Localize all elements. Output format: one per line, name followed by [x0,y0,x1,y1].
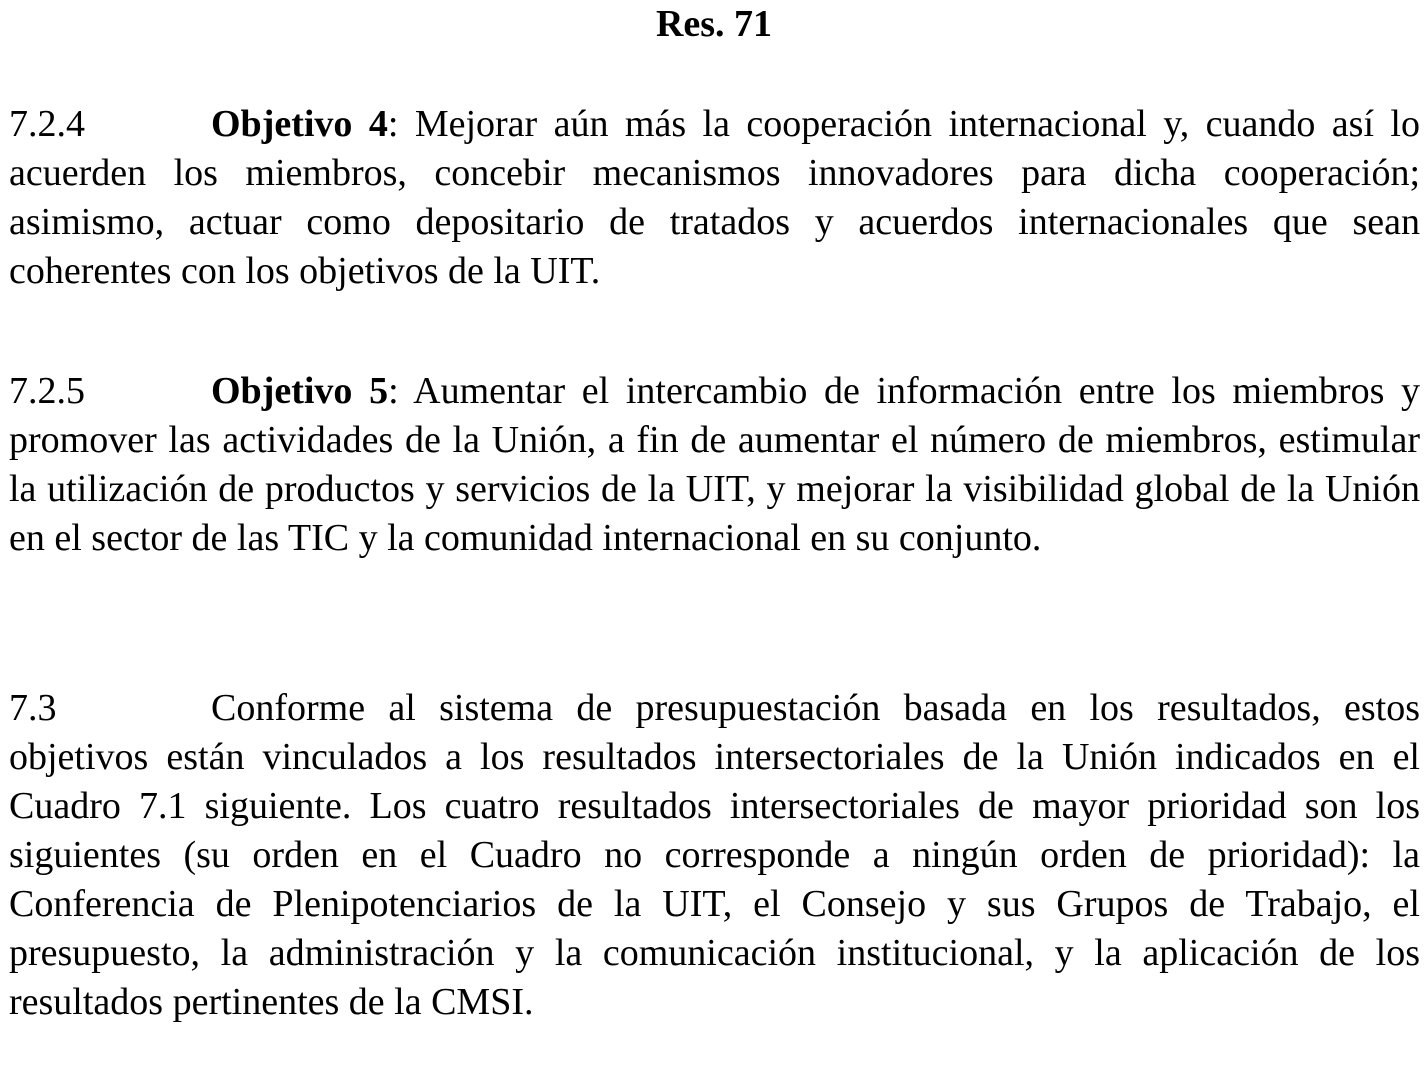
paragraph-number: 7.2.5 [9,370,85,412]
paragraph-text: Conforme al sistema de presupuestación basada en los resultados, estos objetivos están vinculados a los resultados intersectoriales de la Unión indicados en el Cuadro 7.1 siguiente. Los cuatro resultados intersectoriales de mayor prioridad son los siguientes (su orden en el Cuadro no corresponde a ningún orden de prioridad): la Conferencia de Plenipotenciarios de la UIT, el Consejo y sus Grupos de Trabajo, el presupuesto, la administración y la comunicación institucional, y la aplicación de los resultados pertinentes de la CMSI. [9,687,1420,1023]
paragraph-7-3 [9,684,1420,1027]
paragraph-number: 7.3 [9,687,57,729]
paragraph-text: Aumentar el intercambio de información entre los miembros y promover las actividades de la Unión, a fin de aumentar el número de miembros, estimular la utilización de productos y servicios de la UIT, y mejorar la visibilidad global de la Unión en el sector de las TIC y la comunidad internacional en su conjunto. [9,370,1420,559]
label-colon: : [388,370,399,412]
paragraph-7-2-5 [9,367,1420,563]
paragraph-7-2-4 [9,100,1420,296]
paragraph-number: 7.2.4 [9,103,85,145]
paragraph-text: Mejorar aún más la cooperación internacional y, cuando así lo acuerden los miembros, concebir mecanismos innovadores para dicha cooperación; asimismo, actuar como depositario de tratados y acuerdos internacionales que sean coherentes con los objetivos de la UIT. [9,103,1420,292]
objective-label: Objetivo 4 [211,103,388,145]
objective-label: Objetivo 5 [211,370,389,412]
label-colon: : [387,103,399,145]
page-header-resolution-ref: Res. 71 [655,3,773,45]
